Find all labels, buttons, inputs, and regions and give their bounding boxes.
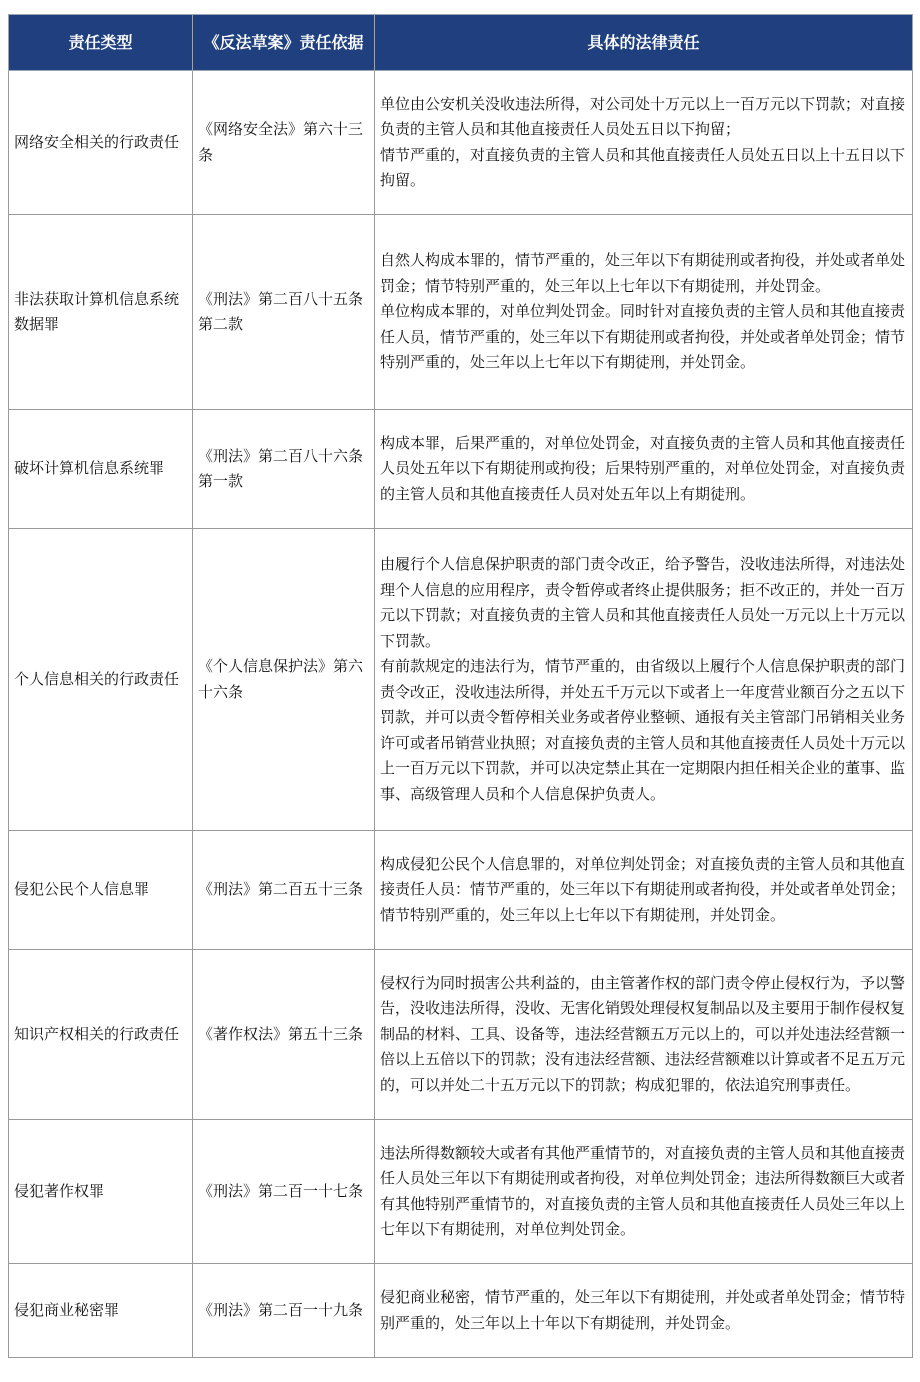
liability-basis-cell: 《个人信息保护法》第六十六条 xyxy=(193,529,375,831)
liability-type-cell: 个人信息相关的行政责任 xyxy=(9,529,193,831)
table-row xyxy=(9,71,913,215)
liability-basis-cell: 《刑法》第二百八十五条第二款 xyxy=(193,215,375,410)
liability-type-cell: 侵犯商业秘密罪 xyxy=(9,1264,193,1358)
liability-paragraph: 构成本罪，后果严重的，对单位处罚金，对直接负责的主管人员和其他直接责任人员处五年以下有期徒刑或拘役；后果特别严重的，对单位处罚金，对直接负责的主管人员和其他直接责任人员对处五年以上有期徒刑。 xyxy=(380,433,906,503)
liability-paragraph: 侵犯商业秘密，情节严重的，处三年以下有期徒刑，并处或者单处罚金；情节特别严重的，处三年以上十年以下有期徒刑，并处罚金。 xyxy=(380,1288,906,1332)
liability-basis-cell: 《刑法》第二百五十三条 xyxy=(193,831,375,950)
table-row xyxy=(9,950,913,1120)
liability-paragraph: 单位构成本罪的，对单位判处罚金。同时针对直接负责的主管人员和其他直接责任人员，情节严重的，处三年以下有期徒刑或者拘役，并处或者单处罚金；情节特别严重的，处三年以上七年以下有期徒刑，并处罚金。 xyxy=(380,302,906,372)
table-body xyxy=(9,71,913,1358)
table-row xyxy=(9,1264,913,1358)
specific-liability-cell xyxy=(375,831,913,950)
header-liability-type: 责任类型 xyxy=(9,15,193,71)
liability-type-cell: 侵犯著作权罪 xyxy=(9,1120,193,1264)
liability-basis-cell: 《刑法》第二百一十九条 xyxy=(193,1264,375,1358)
table-row xyxy=(9,529,913,831)
header-specific-liability: 具体的法律责任 xyxy=(375,15,913,71)
liability-paragraph: 由履行个人信息保护职责的部门责令改正，给予警告，没收违法所得，对违法处理个人信息的应用程序，责令暂停或者终止提供服务；拒不改正的，并处一百万元以下罚款；对直接负责的主管人员和其他直接责任人员处一万元以上十万元以下罚款。 xyxy=(380,555,906,650)
liability-paragraph: 自然人构成本罪的，情节严重的，处三年以下有期徒刑或者拘役，并处或者单处罚金；情节特别严重的，处三年以上七年以下有期徒刑，并处罚金。 xyxy=(380,251,906,295)
liability-type-cell: 网络安全相关的行政责任 xyxy=(9,71,193,215)
liability-basis-cell: 《著作权法》第五十三条 xyxy=(193,950,375,1120)
specific-liability-cell xyxy=(375,215,913,410)
specific-liability-cell xyxy=(375,1120,913,1264)
liability-paragraph: 侵权行为同时损害公共利益的，由主管著作权的部门责令停止侵权行为，予以警告，没收违法所得，没收、无害化销毁处理侵权复制品以及主要用于制作侵权复制品的材料、工具、设备等，违法经营额五万元以上的，可以并处违法经营额一倍以上五倍以下的罚款；没有违法经营额、违法经营额难以计算或者不足五万元的，可以并处二十五万元以下的罚款；构成犯罪的，依法追究刑事责任。 xyxy=(380,973,906,1094)
liability-paragraph: 有前款规定的违法行为，情节严重的，由省级以上履行个人信息保护职责的部门责令改正，没收违法所得，并处五千万元以下或者上一年度营业额百分之五以下罚款，并可以责令暂停相关业务或者停业整顿、通报有关主管部门吊销相关业务许可或者吊销营业执照；对直接负责的主管人员和其他直接责任人员处十万元以上一百万元以下罚款，并可以决定禁止其在一定期限内担任相关企业的董事、监事、高级管理人员和个人信息保护负责人。 xyxy=(380,657,906,803)
liability-basis-cell: 《刑法》第二百一十七条 xyxy=(193,1120,375,1264)
liability-type-cell: 侵犯公民个人信息罪 xyxy=(9,831,193,950)
table-row xyxy=(9,215,913,410)
liability-basis-cell: 《刑法》第二百八十六条第一款 xyxy=(193,410,375,529)
specific-liability-cell xyxy=(375,71,913,215)
specific-liability-cell xyxy=(375,950,913,1120)
liability-paragraph: 构成侵犯公民个人信息罪的，对单位判处罚金；对直接负责的主管人员和其他直接责任人员：情节严重的，处三年以下有期徒刑或者拘役，并处或者单处罚金；情节特别严重的，处三年以上七年以下有期徒刑，并处罚金。 xyxy=(380,854,906,924)
specific-liability-cell xyxy=(375,529,913,831)
specific-liability-cell xyxy=(375,410,913,529)
header-liability-basis: 《反法草案》责任依据 xyxy=(193,15,375,71)
table-header xyxy=(9,15,913,71)
specific-liability-cell xyxy=(375,1264,913,1358)
liability-type-cell: 非法获取计算机信息系统数据罪 xyxy=(9,215,193,410)
liability-paragraph: 情节严重的，对直接负责的主管人员和其他直接责任人员处五日以上十五日以下拘留。 xyxy=(380,145,906,189)
liability-basis-cell: 《网络安全法》第六十三条 xyxy=(193,71,375,215)
table-row xyxy=(9,1120,913,1264)
header-row xyxy=(9,15,913,71)
legal-liability-table xyxy=(8,14,913,1358)
liability-paragraph: 违法所得数额较大或者有其他严重情节的，对直接负责的主管人员和其他直接责任人员处三年以下有期徒刑或者拘役，对单位判处罚金；违法所得数额巨大或者有其他特别严重情节的，对直接负责的主管人员和其他直接责任人员处三年以上七年以下有期徒刑，对单位判处罚金。 xyxy=(380,1143,906,1238)
table-row xyxy=(9,410,913,529)
liability-type-cell: 破坏计算机信息系统罪 xyxy=(9,410,193,529)
table-row xyxy=(9,831,913,950)
liability-type-cell: 知识产权相关的行政责任 xyxy=(9,950,193,1120)
liability-paragraph: 单位由公安机关没收违法所得，对公司处十万元以上一百万元以下罚款；对直接负责的主管人员和其他直接责任人员处五日以下拘留； xyxy=(380,94,906,138)
